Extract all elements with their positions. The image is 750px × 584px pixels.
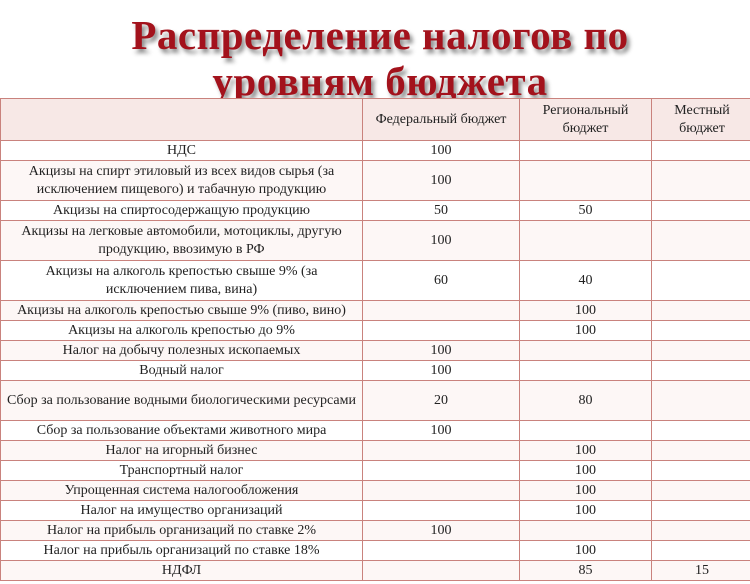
table-row [1,361,750,381]
federal-share-cell [363,501,520,521]
federal-share-cell [363,321,520,341]
tax-name-cell: Сбор за пользование объектами животного мира [1,421,363,441]
regional-share-cell [520,141,652,161]
regional-share-cell: 85 [520,561,652,581]
tax-name-cell: Налог на имущество организаций [1,501,363,521]
table-row [1,521,750,541]
tax-name-cell: Налог на прибыль организаций по ставке 2% [1,521,363,541]
federal-share-cell: 20 [363,381,520,421]
local-share-cell [652,421,750,441]
local-share-cell [652,341,750,361]
regional-share-cell [520,421,652,441]
tax-name-cell: Акцизы на алкоголь крепостью до 9% [1,321,363,341]
regional-share-cell: 100 [520,461,652,481]
federal-share-cell: 100 [363,521,520,541]
federal-share-cell [363,561,520,581]
slide-title [0,12,750,104]
federal-share-cell [363,461,520,481]
tax-name-cell: Упрощенная система налогообложения [1,481,363,501]
tax-name-cell: Транспортный налог [1,461,363,481]
tax-name-cell: Акцизы на алкоголь крепостью свыше 9% (за исключением пива, вина) [1,261,363,301]
regional-share-cell: 50 [520,201,652,221]
tax-name-cell: НДФЛ [1,561,363,581]
regional-share-cell [520,521,652,541]
local-share-cell [652,461,750,481]
table-row [1,501,750,521]
local-share-cell [652,161,750,201]
federal-share-cell [363,541,520,561]
tax-name-cell: Налог на игорный бизнес [1,441,363,461]
table-row [1,161,750,201]
header-regional: Региональный бюджет [520,99,652,141]
regional-share-cell [520,221,652,261]
table-row [1,321,750,341]
federal-share-cell: 50 [363,201,520,221]
regional-share-cell: 80 [520,381,652,421]
regional-share-cell: 100 [520,541,652,561]
local-share-cell [652,481,750,501]
regional-share-cell [520,361,652,381]
local-share-cell [652,441,750,461]
table-row [1,261,750,301]
local-share-cell [652,201,750,221]
table-row [1,461,750,481]
federal-share-cell: 60 [363,261,520,301]
federal-share-cell: 100 [363,161,520,201]
table-row [1,221,750,261]
table-row [1,341,750,361]
table-row [1,141,750,161]
table-row [1,481,750,501]
regional-share-cell: 100 [520,301,652,321]
title-line-2: уровням бюджета [212,58,548,104]
local-share-cell [652,521,750,541]
table-row [1,541,750,561]
local-share-cell [652,321,750,341]
regional-share-cell: 40 [520,261,652,301]
federal-share-cell: 100 [363,341,520,361]
federal-share-cell: 100 [363,141,520,161]
federal-share-cell: 100 [363,361,520,381]
regional-share-cell: 100 [520,441,652,461]
local-share-cell [652,261,750,301]
regional-share-cell: 100 [520,481,652,501]
header-row [1,99,750,141]
tax-name-cell: Водный налог [1,361,363,381]
tax-name-cell: Налог на прибыль организаций по ставке 18% [1,541,363,561]
federal-share-cell [363,301,520,321]
title-line-1: Распределение налогов по [131,12,629,58]
regional-share-cell [520,161,652,201]
tax-name-cell: Акцизы на легковые автомобили, мотоциклы, другую продукцию, ввозимую в РФ [1,221,363,261]
local-share-cell: 15 [652,561,750,581]
table-row [1,381,750,421]
regional-share-cell: 100 [520,321,652,341]
local-share-cell [652,221,750,261]
local-share-cell [652,541,750,561]
federal-share-cell [363,481,520,501]
table-row [1,201,750,221]
local-share-cell [652,141,750,161]
tax-name-cell: Акцизы на алкоголь крепостью свыше 9% (пиво, вино) [1,301,363,321]
table-row [1,301,750,321]
tax-name-cell: Налог на добычу полезных ископаемых [1,341,363,361]
header-tax [1,99,363,141]
header-local: Местный бюджет [652,99,750,141]
regional-share-cell: 100 [520,501,652,521]
tax-distribution-table [0,98,750,581]
federal-share-cell: 100 [363,421,520,441]
header-federal: Федеральный бюджет [363,99,520,141]
local-share-cell [652,361,750,381]
federal-share-cell [363,441,520,461]
federal-share-cell: 100 [363,221,520,261]
table-row [1,561,750,581]
tax-name-cell: Акцизы на спирт этиловый из всех видов сырья (за исключением пищевого) и табачную продукцию [1,161,363,201]
tax-name-cell: НДС [1,141,363,161]
table-row [1,421,750,441]
local-share-cell [652,381,750,421]
regional-share-cell [520,341,652,361]
table-row [1,441,750,461]
tax-name-cell: Сбор за пользование водными биологическими ресурсами [1,381,363,421]
local-share-cell [652,301,750,321]
tax-name-cell: Акцизы на спиртосодержащую продукцию [1,201,363,221]
local-share-cell [652,501,750,521]
